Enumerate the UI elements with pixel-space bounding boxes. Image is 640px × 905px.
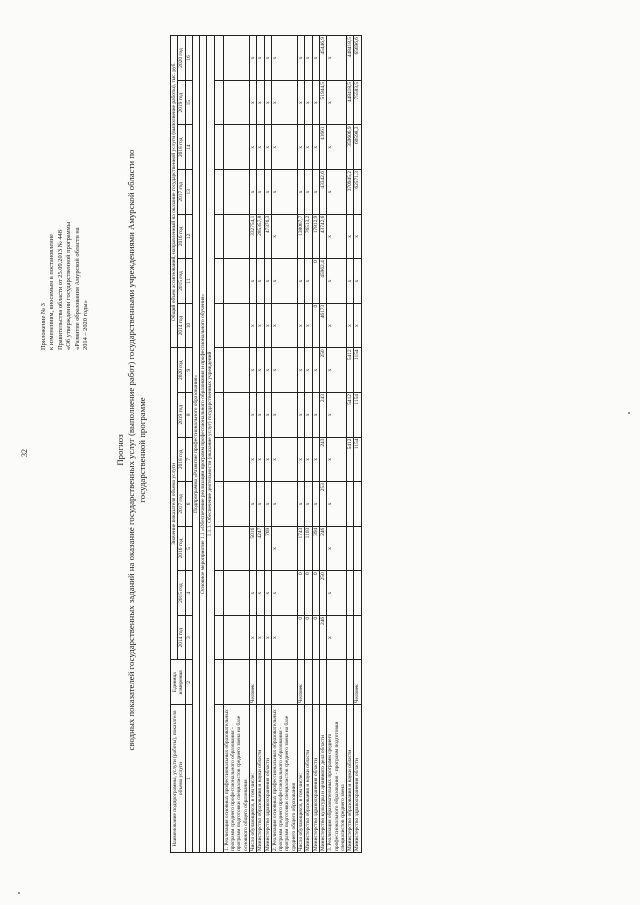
value-cell: 46173 bbox=[319, 303, 326, 348]
header-year: 2017 год bbox=[178, 170, 185, 215]
value-cell: 243 bbox=[319, 393, 326, 438]
value-cell: х bbox=[298, 259, 305, 304]
header-year: 2015 год bbox=[178, 259, 185, 304]
value-cell: х bbox=[264, 437, 271, 482]
value-cell: х bbox=[327, 214, 347, 259]
value-cell: х bbox=[271, 393, 297, 438]
row-unit bbox=[257, 660, 264, 705]
value-cell: х bbox=[327, 125, 347, 170]
row-name: Министерство образования и науки области bbox=[305, 705, 312, 853]
row-name: 2. Реализация основных профессиональных образовательных программ среднего профессионального образования - программ подготовки специалистов среднего звена на базе среднего общего образования bbox=[271, 705, 297, 853]
value-cell: 17812,9 bbox=[312, 214, 319, 259]
blank-cell bbox=[214, 170, 223, 215]
value-cell: х bbox=[264, 393, 271, 438]
blank-row bbox=[214, 36, 223, 853]
blank-cell bbox=[214, 482, 223, 527]
appendix-line: Приложение № 3 bbox=[40, 303, 47, 350]
table-row bbox=[257, 36, 264, 853]
column-number: 11 bbox=[185, 259, 192, 304]
value-cell: х bbox=[257, 80, 264, 125]
value-cell: 0 bbox=[312, 303, 319, 348]
header-year: 2016 год bbox=[178, 214, 185, 259]
value-cell: х bbox=[249, 303, 256, 348]
value-cell: 0 bbox=[312, 615, 319, 660]
value-cell: х bbox=[312, 437, 319, 482]
table-row bbox=[264, 36, 271, 853]
value-cell: х bbox=[327, 437, 347, 482]
value-cell: 332754,1 bbox=[249, 214, 256, 259]
blank-cell bbox=[214, 705, 223, 853]
row-name: Министерство образования и науки области bbox=[347, 705, 354, 853]
value-cell bbox=[223, 259, 249, 304]
row-name: Министерство образования и науки области bbox=[257, 705, 264, 853]
value-cell: х bbox=[327, 303, 347, 348]
table-row bbox=[347, 36, 354, 853]
value-cell: х bbox=[249, 393, 256, 438]
value-cell: х bbox=[354, 214, 361, 259]
column-number: 1 bbox=[185, 705, 192, 853]
blank-cell bbox=[214, 393, 223, 438]
section-subprogram: Подпрограмма «Развитие профессионального образования» bbox=[192, 36, 199, 853]
value-cell bbox=[223, 80, 249, 125]
value-cell: х bbox=[264, 571, 271, 616]
value-cell: х bbox=[305, 80, 312, 125]
value-cell: х bbox=[264, 259, 271, 304]
value-cell: х bbox=[249, 36, 256, 81]
value-cell: х bbox=[249, 348, 256, 393]
value-cell bbox=[223, 393, 249, 438]
column-number: 3 bbox=[185, 615, 192, 660]
value-cell: х bbox=[249, 259, 256, 304]
value-cell: 769 bbox=[264, 526, 271, 571]
value-cell: х bbox=[271, 526, 297, 571]
blank-cell bbox=[214, 615, 223, 660]
row-unit bbox=[305, 660, 312, 705]
value-cell: х bbox=[264, 482, 271, 527]
value-cell: 76513,2 bbox=[305, 214, 312, 259]
column-number: 7 bbox=[185, 437, 192, 482]
value-cell: 51944,5 bbox=[319, 80, 326, 125]
value-cell: 75583,5 bbox=[354, 80, 361, 125]
value-cell: х bbox=[271, 437, 297, 482]
blank-cell bbox=[214, 526, 223, 571]
value-cell: 0 bbox=[312, 571, 319, 616]
value-cell bbox=[354, 526, 361, 571]
title-line: Прогноз bbox=[115, 434, 125, 466]
value-cell: х bbox=[354, 259, 361, 304]
value-cell: 370945,2 bbox=[347, 170, 354, 215]
value-cell: х bbox=[271, 615, 297, 660]
value-cell: 5412 bbox=[347, 437, 354, 482]
value-cell: 1743 bbox=[298, 526, 305, 571]
section-row bbox=[200, 36, 207, 853]
row-unit: Человек bbox=[354, 660, 361, 705]
column-number: 10 bbox=[185, 303, 192, 348]
value-cell: 1154 bbox=[354, 393, 361, 438]
column-number: 15 bbox=[185, 80, 192, 125]
table-row bbox=[223, 36, 249, 853]
value-cell: х bbox=[257, 303, 264, 348]
value-cell bbox=[223, 437, 249, 482]
value-cell: х bbox=[305, 259, 312, 304]
value-cell: х bbox=[257, 125, 264, 170]
value-cell: 41661 bbox=[319, 125, 326, 170]
value-cell: х bbox=[249, 170, 256, 215]
value-cell: 394 bbox=[312, 526, 319, 571]
value-cell: х bbox=[264, 615, 271, 660]
document-title bbox=[115, 125, 148, 775]
value-cell: 138067,7 bbox=[298, 214, 305, 259]
value-cell: х bbox=[271, 36, 297, 81]
value-cell: х bbox=[257, 170, 264, 215]
value-cell: х bbox=[305, 170, 312, 215]
title-line: государственной программе bbox=[137, 397, 147, 503]
value-cell bbox=[354, 571, 361, 616]
blank-cell bbox=[214, 36, 223, 81]
value-cell: х bbox=[305, 303, 312, 348]
value-cell: х bbox=[298, 348, 305, 393]
value-cell: х bbox=[298, 393, 305, 438]
value-cell bbox=[347, 571, 354, 616]
scan-speck bbox=[628, 412, 630, 414]
section-main-activity: Основное мероприятие 1.1 «Обеспечение реализации программ профессионального образования и профессионального обучения» bbox=[200, 36, 207, 853]
value-cell: х bbox=[327, 482, 347, 527]
value-cell: х bbox=[257, 36, 264, 81]
table-row bbox=[271, 36, 297, 853]
value-cell: х bbox=[327, 36, 347, 81]
value-cell: х bbox=[264, 36, 271, 81]
value-cell: 4247 bbox=[257, 526, 264, 571]
column-number: 14 bbox=[185, 125, 192, 170]
value-cell: х bbox=[305, 482, 312, 527]
row-unit bbox=[312, 660, 319, 705]
header-unit: Единица измерения bbox=[171, 660, 186, 705]
value-cell: 0 bbox=[305, 615, 312, 660]
blank-cell bbox=[214, 259, 223, 304]
value-cell: 448418,5 bbox=[347, 80, 354, 125]
value-cell: х bbox=[264, 80, 271, 125]
row-unit bbox=[319, 660, 326, 705]
value-cell: 5412 bbox=[347, 348, 354, 393]
row-name: Министерство культуры и архивного дела области bbox=[319, 705, 326, 853]
value-cell: 45446,9 bbox=[319, 36, 326, 81]
value-cell: х bbox=[264, 125, 271, 170]
column-number: 16 bbox=[185, 36, 192, 81]
value-cell: х bbox=[298, 36, 305, 81]
value-cell: х bbox=[305, 437, 312, 482]
value-cell: х bbox=[298, 80, 305, 125]
value-cell: х bbox=[271, 571, 297, 616]
value-cell: х bbox=[312, 170, 319, 215]
value-cell: х bbox=[249, 571, 256, 616]
value-cell: х bbox=[264, 348, 271, 393]
value-cell: х bbox=[327, 348, 347, 393]
value-cell: х bbox=[312, 125, 319, 170]
value-cell: х bbox=[271, 303, 297, 348]
header-row bbox=[171, 36, 178, 853]
blank-cell bbox=[214, 660, 223, 705]
value-cell: х bbox=[327, 170, 347, 215]
value-cell: 47376,3 bbox=[264, 214, 271, 259]
column-number: 9 bbox=[185, 348, 192, 393]
appendix-note bbox=[40, 90, 90, 350]
value-cell: х bbox=[327, 259, 347, 304]
value-cell: х bbox=[305, 393, 312, 438]
column-number: 5 bbox=[185, 526, 192, 571]
row-name: Число обучающихся, в том числе: bbox=[249, 705, 256, 853]
table-row bbox=[249, 36, 256, 853]
value-cell: 60598,3 bbox=[354, 125, 361, 170]
value-cell bbox=[223, 571, 249, 616]
value-cell: х bbox=[249, 125, 256, 170]
value-cell: х bbox=[312, 36, 319, 81]
header-year: 2014 год bbox=[178, 303, 185, 348]
section-activity: 1.1.1. Обеспечение деятельности (оказание услуг) государственных учреждений bbox=[207, 36, 214, 853]
value-cell bbox=[223, 526, 249, 571]
title-line: сводных показателей государственных заданий на оказание государственных услуг (выполнение работ) государственными учреждениями Амурской области по bbox=[126, 149, 136, 751]
blank-cell bbox=[214, 80, 223, 125]
value-cell: х bbox=[271, 482, 297, 527]
value-cell: х bbox=[327, 393, 347, 438]
value-cell: х bbox=[264, 303, 271, 348]
value-cell: 1103 bbox=[305, 526, 312, 571]
table-row bbox=[312, 36, 319, 853]
table-row bbox=[354, 36, 361, 853]
value-cell: х bbox=[271, 259, 297, 304]
value-cell: 45962,4 bbox=[319, 259, 326, 304]
column-number: 2 bbox=[185, 660, 192, 705]
value-cell: х bbox=[249, 437, 256, 482]
header-year: 2018 год bbox=[178, 437, 185, 482]
value-cell: х bbox=[249, 80, 256, 125]
header-year: 2017 год bbox=[178, 482, 185, 527]
row-name: Министерство здравоохранения области bbox=[354, 705, 361, 853]
page-number: 32 bbox=[20, 449, 29, 457]
table-body bbox=[185, 36, 361, 853]
value-cell: х bbox=[327, 80, 347, 125]
header-name: Наименование подпрограммы, услуги (работы), показателя объема услуги bbox=[171, 705, 186, 853]
value-cell bbox=[223, 36, 249, 81]
value-cell: х bbox=[271, 125, 297, 170]
value-cell: х bbox=[312, 482, 319, 527]
value-cell: 0 bbox=[298, 615, 305, 660]
column-number: 6 bbox=[185, 482, 192, 527]
value-cell: х bbox=[347, 259, 354, 304]
header-year: 2020 год bbox=[178, 348, 185, 393]
column-number: 12 bbox=[185, 214, 192, 259]
value-cell: х bbox=[354, 303, 361, 348]
row-unit bbox=[271, 660, 297, 705]
value-cell: 0 bbox=[305, 571, 312, 616]
value-cell: х bbox=[298, 437, 305, 482]
value-cell: 43742,6 bbox=[319, 214, 326, 259]
value-cell: 246 bbox=[319, 526, 326, 571]
value-cell: 0 bbox=[312, 259, 319, 304]
value-cell: 1154 bbox=[354, 348, 361, 393]
value-cell: 5016 bbox=[249, 526, 256, 571]
blank-cell bbox=[214, 348, 223, 393]
row-unit bbox=[223, 660, 249, 705]
value-cell: х bbox=[312, 348, 319, 393]
value-cell bbox=[223, 125, 249, 170]
value-cell: х bbox=[257, 348, 264, 393]
value-cell: х bbox=[257, 571, 264, 616]
value-cell: х bbox=[305, 348, 312, 393]
value-cell: 65696,6 bbox=[354, 36, 361, 81]
value-cell: х bbox=[347, 303, 354, 348]
column-numbers-row bbox=[185, 36, 192, 853]
row-unit: Человек bbox=[298, 660, 305, 705]
value-cell: х bbox=[264, 170, 271, 215]
value-cell: 250 bbox=[319, 348, 326, 393]
column-number: 8 bbox=[185, 393, 192, 438]
header-year: 2020 год bbox=[178, 36, 185, 81]
value-cell: х bbox=[271, 348, 297, 393]
table-row bbox=[327, 36, 347, 853]
value-cell: 448418,5 bbox=[347, 36, 354, 81]
appendix-line: «Об утверждении государственной программы bbox=[65, 221, 73, 350]
header-year: 2019 год bbox=[178, 80, 185, 125]
blank-cell bbox=[214, 214, 223, 259]
header-funding: Общий объем ассигнований, направленный на оказание государственной услуги (выполнение работы), тыс. руб. bbox=[171, 36, 178, 348]
value-cell: х bbox=[249, 482, 256, 527]
row-name: Министерство здравоохранения области bbox=[312, 705, 319, 853]
value-cell bbox=[354, 615, 361, 660]
value-cell bbox=[223, 348, 249, 393]
value-cell bbox=[354, 482, 361, 527]
header-year: 2015 год bbox=[178, 571, 185, 616]
value-cell: х bbox=[305, 125, 312, 170]
table-row bbox=[298, 36, 305, 853]
blank-cell bbox=[214, 303, 223, 348]
value-cell: 62571,3 bbox=[354, 170, 361, 215]
value-cell: 253 bbox=[319, 482, 326, 527]
header-year: 2019 год bbox=[178, 393, 185, 438]
table-row bbox=[319, 36, 326, 853]
section-row bbox=[192, 36, 199, 853]
value-cell bbox=[347, 482, 354, 527]
value-cell: х bbox=[298, 303, 305, 348]
row-unit bbox=[264, 660, 271, 705]
scan-speck bbox=[18, 892, 20, 894]
appendix-line: к изменениям, вносимым в постановление bbox=[48, 234, 56, 350]
value-cell: х bbox=[312, 80, 319, 125]
blank-cell bbox=[214, 437, 223, 482]
row-unit bbox=[327, 660, 347, 705]
value-cell bbox=[347, 526, 354, 571]
value-cell: х bbox=[257, 393, 264, 438]
blank-cell bbox=[214, 125, 223, 170]
value-cell: х bbox=[257, 259, 264, 304]
value-cell bbox=[223, 214, 249, 259]
value-cell bbox=[223, 170, 249, 215]
value-cell: 0 bbox=[298, 571, 305, 616]
row-name: 3. Реализация образовательных программ среднего профессионального образования - программ подготовки специалистов среднего звена bbox=[327, 705, 347, 853]
header-year: 2018 год bbox=[178, 125, 185, 170]
column-number: 13 bbox=[185, 170, 192, 215]
value-cell bbox=[223, 303, 249, 348]
blank-cell bbox=[214, 571, 223, 616]
value-cell: 285357,8 bbox=[257, 214, 264, 259]
value-cell: 359606,9 bbox=[347, 125, 354, 170]
value-cell bbox=[347, 615, 354, 660]
column-number: 4 bbox=[185, 571, 192, 616]
value-cell: х bbox=[298, 125, 305, 170]
row-unit: Человек bbox=[249, 660, 256, 705]
value-cell: х bbox=[271, 80, 297, 125]
value-cell: 246 bbox=[319, 615, 326, 660]
value-cell: х bbox=[312, 393, 319, 438]
value-cell: 5412 bbox=[347, 393, 354, 438]
value-cell: х bbox=[298, 482, 305, 527]
value-cell: х bbox=[257, 482, 264, 527]
appendix-line: «Развитие образования Амурской области на bbox=[73, 227, 81, 350]
row-unit bbox=[347, 660, 354, 705]
row-name: 1. Реализация основных профессиональных образовательных программ среднего профессионального образования - программ подготовки специалистов среднего звена на базе основного общего образования bbox=[223, 705, 249, 853]
row-name: Число обучающихся, в том числе: bbox=[298, 705, 305, 853]
value-cell: х bbox=[271, 214, 297, 259]
row-name: Министерство здравоохранения области bbox=[264, 705, 271, 853]
section-row bbox=[207, 36, 214, 853]
header-year: 2014 год bbox=[178, 615, 185, 660]
value-cell: 1154 bbox=[354, 437, 361, 482]
forecast-table bbox=[170, 35, 362, 853]
header-year: 2016 год bbox=[178, 526, 185, 571]
appendix-line: Правительства области от 25.09.2013 № 448 bbox=[56, 230, 64, 350]
value-cell: х bbox=[347, 214, 354, 259]
table-row bbox=[305, 36, 312, 853]
value-cell: х bbox=[327, 615, 347, 660]
value-cell: х bbox=[271, 170, 297, 215]
value-cell: х bbox=[298, 170, 305, 215]
value-cell bbox=[223, 615, 249, 660]
value-cell: х bbox=[257, 615, 264, 660]
value-cell: х bbox=[305, 36, 312, 81]
value-cell: 43342,6 bbox=[319, 170, 326, 215]
header-volume: Значение показателя объема услуги bbox=[171, 348, 178, 660]
appendix-line: 2014 – 2020 годы» bbox=[82, 300, 90, 350]
value-cell: х bbox=[327, 571, 347, 616]
value-cell: х bbox=[327, 526, 347, 571]
value-cell bbox=[223, 482, 249, 527]
value-cell: х bbox=[257, 437, 264, 482]
value-cell: 243 bbox=[319, 437, 326, 482]
value-cell: х bbox=[249, 615, 256, 660]
value-cell: 250 bbox=[319, 571, 326, 616]
